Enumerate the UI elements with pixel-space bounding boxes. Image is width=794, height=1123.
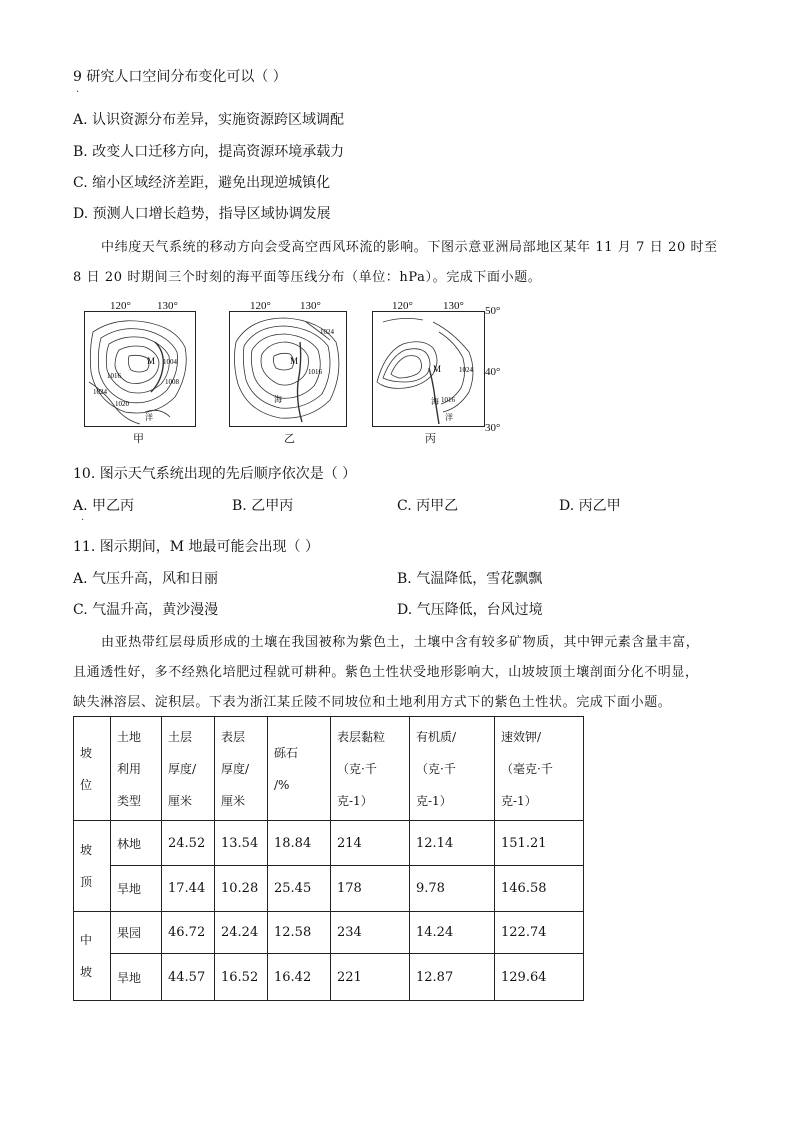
header-position (74, 717, 111, 821)
map-jia-m-label: M (147, 356, 156, 366)
question-9-stem: 9 研究人口空间分布变化可以（ ） (73, 69, 287, 85)
header-potassium (495, 717, 584, 821)
table-cell: 122.74 (495, 912, 584, 954)
table-cell: 旱地 (111, 866, 162, 912)
header-clay (331, 717, 410, 821)
intro-soil-line-3: 缺失淋溶层、淀积层。下表为浙江某丘陵不同坡位和土地利用方式下的紫色土性状。完成下面小题。 (73, 695, 672, 710)
header-text: 速效钾/ (501, 729, 542, 744)
q9-option-c: C. 缩小区域经济差距，避免出现逆城镇化 (73, 175, 331, 191)
header-text: 厚度/ (221, 761, 250, 776)
map-jia-lon-120: 120° (110, 300, 131, 312)
svg-text:洋: 洋 (145, 413, 153, 422)
table-cell: 24.52 (162, 821, 215, 866)
map-bing-lat-50: 50° (485, 305, 501, 317)
q10-option-b: B. 乙甲丙 (232, 498, 294, 514)
table-header-row (74, 717, 584, 821)
header-text: （毫克·千 (501, 761, 553, 776)
q11-option-d: D. 气压降低，台风过境 (397, 602, 543, 618)
header-gravel (268, 717, 331, 821)
intro-weather-line-2: 8 日 20 时期间三个时刻的海平面等压线分布（单位：hPa）。完成下面小题。 (73, 270, 542, 285)
table-cell: 25.45 (268, 866, 331, 912)
q10-option-a: A. 甲乙丙 (73, 498, 135, 514)
map-yi-caption: 乙 (284, 432, 295, 445)
header-text: 有机质/ (416, 729, 457, 744)
pressure-map-jia (84, 311, 196, 427)
q11-option-a: A. 气压升高，风和日丽 (73, 571, 219, 587)
map-yi-lon-120: 120° (250, 300, 271, 312)
table-cell: 9.78 (410, 866, 495, 912)
intro-soil-line-2: 且通透性好，多不经熟化培肥过程就可耕种。紫色土性状受地形影响大，山坡坡顶土壤剖面分化不明显， (73, 665, 699, 680)
table-cell: 10.28 (215, 866, 268, 912)
map-jia-caption: 甲 (133, 432, 144, 445)
table-cell: 146.58 (495, 866, 584, 912)
table-cell: 214 (331, 821, 410, 866)
table-cell: 旱地 (111, 954, 162, 1001)
header-land-use (111, 717, 162, 821)
table-cell: 129.64 (495, 954, 584, 1001)
intro-weather-line-1: 中纬度天气系统的移动方向会受高空西风环流的影响。下图示意亚洲局部地区某年 11 月 7 日 20 时至 (101, 240, 718, 255)
header-soil-thickness (162, 717, 215, 821)
header-text: 厘米 (221, 793, 246, 808)
svg-text:1016: 1016 (308, 368, 322, 376)
map-bing-lat-30: 30° (485, 422, 501, 434)
table-cell: 178 (331, 866, 410, 912)
svg-text:1024: 1024 (320, 328, 334, 336)
bullet-mark: . (76, 84, 80, 95)
cell-position-middle (74, 912, 111, 1001)
map-jia-lon-130: 130° (157, 300, 178, 312)
header-text: 土层 (168, 729, 193, 744)
table-cell: 14.24 (410, 912, 495, 954)
svg-text:1016: 1016 (441, 396, 455, 404)
table-cell: 林地 (111, 821, 162, 866)
header-text: 表层黏粒 (337, 729, 386, 744)
map-yi-m-label: M (290, 356, 299, 366)
table-cell: 13.54 (215, 821, 268, 866)
table-cell: 16.42 (268, 954, 331, 1001)
table-cell: 16.52 (215, 954, 268, 1001)
q9-option-a: A. 认识资源分布差异，实施资源跨区域调配 (73, 112, 345, 128)
q10-option-d: D. 丙乙甲 (559, 498, 621, 514)
header-text: 克-1） (501, 793, 537, 808)
header-text: 厘米 (168, 793, 193, 808)
header-text: 厚度/ (168, 761, 197, 776)
header-text: 克-1） (337, 793, 373, 808)
header-organic (410, 717, 495, 821)
pressure-map-bing (372, 311, 485, 427)
table-cell: 12.14 (410, 821, 495, 866)
q9-option-d: D. 预测人口增长趋势，指导区域协调发展 (73, 206, 331, 222)
table-cell: 151.21 (495, 821, 584, 866)
svg-text:1020: 1020 (115, 400, 129, 408)
cell-text: 中 (80, 933, 93, 947)
q11-option-c: C. 气温升高，黄沙漫漫 (73, 602, 219, 618)
header-text: 克-1） (416, 793, 452, 808)
question-11-stem: 11. 图示期间，M 地最可能会出现（ ） (73, 539, 319, 555)
table-row (74, 912, 584, 954)
svg-text:1008: 1008 (165, 378, 179, 386)
header-text: 砾石 (274, 745, 299, 760)
table-cell: 17.44 (162, 866, 215, 912)
map-yi-lon-130: 130° (300, 300, 321, 312)
header-text: 位 (80, 777, 93, 792)
table-cell: 12.87 (410, 954, 495, 1001)
intro-soil-line-1: 由亚热带红层母质形成的土壤在我国被称为紫色土，土壤中含有较多矿物质，其中钾元素含量丰富， (101, 635, 700, 650)
cell-position-top (74, 821, 111, 912)
table-row (74, 866, 584, 912)
svg-text:1004: 1004 (163, 358, 177, 366)
header-text: 利用 (117, 761, 142, 776)
cell-text: 顶 (80, 875, 93, 889)
header-text: 类型 (117, 793, 142, 808)
table-cell: 234 (331, 912, 410, 954)
svg-text:洋: 洋 (445, 413, 453, 422)
header-surface-thickness (215, 717, 268, 821)
header-text: 坡 (80, 745, 93, 760)
soil-properties-table (73, 716, 584, 1001)
cell-text: 坡 (80, 965, 93, 979)
table-cell: 221 (331, 954, 410, 1001)
header-text: 表层 (221, 729, 246, 744)
svg-text:1016: 1016 (107, 372, 121, 380)
table-cell: 18.84 (268, 821, 331, 866)
q10-option-c: C. 丙甲乙 (397, 498, 459, 514)
svg-text:1024: 1024 (93, 388, 107, 396)
svg-text:海: 海 (431, 397, 439, 406)
table-cell: 46.72 (162, 912, 215, 954)
table-cell: 24.24 (215, 912, 268, 954)
table-row (74, 954, 584, 1001)
header-text: （克·千 (416, 761, 456, 776)
table-row (74, 821, 584, 866)
svg-text:1024: 1024 (459, 366, 473, 374)
header-text: /% (274, 777, 290, 792)
q11-option-b: B. 气温降低，雪花飘飘 (397, 571, 543, 587)
cell-text: 坡 (80, 843, 93, 857)
header-text: 土地 (117, 729, 142, 744)
table-cell: 44.57 (162, 954, 215, 1001)
pressure-map-yi (229, 311, 347, 427)
map-bing-lon-130: 130° (443, 300, 464, 312)
svg-text:海: 海 (274, 395, 282, 404)
question-10-stem: 10. 图示天气系统出现的先后顺序依次是（ ） (73, 466, 357, 482)
map-bing-lon-120: 120° (392, 300, 413, 312)
map-bing-caption: 丙 (425, 432, 436, 445)
map-bing-lat-40: 40° (485, 366, 501, 378)
map-bing-m-label: M (433, 364, 442, 374)
bullet-mark: . (81, 512, 85, 523)
header-text: （克·千 (337, 761, 377, 776)
table-cell: 果园 (111, 912, 162, 954)
q9-option-b: B. 改变人口迁移方向，提高资源环境承载力 (73, 144, 345, 160)
table-cell: 12.58 (268, 912, 331, 954)
